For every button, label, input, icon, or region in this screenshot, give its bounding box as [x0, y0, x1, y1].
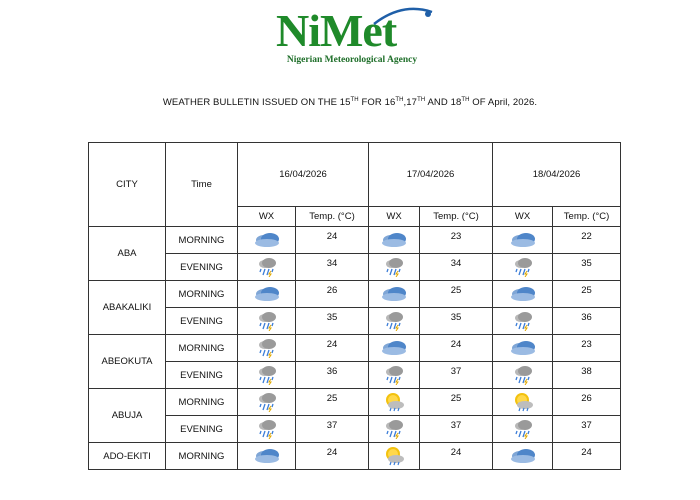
- header-date-2: 17/04/2026: [369, 143, 493, 207]
- temp-cell: 25: [553, 281, 621, 308]
- time-cell: MORNING: [166, 335, 238, 362]
- cloudy-icon: [238, 227, 296, 254]
- temp-cell: 24: [420, 443, 493, 470]
- logo-tagline: Nigerian Meteorological Agency: [286, 55, 418, 65]
- logo-wordmark: NiMet: [276, 5, 397, 56]
- temp-cell: 24: [420, 335, 493, 362]
- cloudy-icon: [238, 281, 296, 308]
- temp-cell: 22: [553, 227, 621, 254]
- rain-icon: [369, 254, 420, 281]
- table-row: [89, 362, 621, 389]
- temp-cell: 38: [553, 362, 621, 389]
- time-cell: EVENING: [166, 308, 238, 335]
- cloudy-icon: [238, 443, 296, 470]
- temp-cell: 37: [420, 362, 493, 389]
- temp-cell: 26: [296, 281, 369, 308]
- city-cell: ABEOKUTA: [89, 335, 166, 389]
- temp-cell: 34: [296, 254, 369, 281]
- cloudy-icon: [493, 281, 553, 308]
- sun-cloud-rain-icon: [369, 443, 420, 470]
- table-row: [89, 335, 621, 362]
- forecast-rows: [89, 227, 621, 470]
- header-wx: WX: [238, 207, 296, 227]
- temp-cell: 25: [420, 281, 493, 308]
- rain-icon: [238, 389, 296, 416]
- forecast-table: [88, 142, 621, 470]
- temp-cell: 35: [553, 254, 621, 281]
- header-wx: WX: [493, 207, 553, 227]
- bulletin-title: WEATHER BULLETIN ISSUED ON THE 15TH FOR 16TH,17TH AND 18TH OF April, 2026.: [162, 97, 538, 108]
- header-time: Time: [166, 143, 238, 227]
- cloudy-icon: [369, 227, 420, 254]
- time-cell: MORNING: [166, 389, 238, 416]
- table-row: [89, 254, 621, 281]
- header-temp: Temp. (°C): [553, 207, 621, 227]
- temp-cell: 26: [553, 389, 621, 416]
- table-row: [89, 281, 621, 308]
- city-cell: ABUJA: [89, 389, 166, 443]
- header-temp: Temp. (°C): [296, 207, 369, 227]
- logo-swoosh-icon: [372, 6, 436, 28]
- temp-cell: 36: [553, 308, 621, 335]
- temp-cell: 25: [296, 389, 369, 416]
- cloudy-icon: [493, 443, 553, 470]
- time-cell: EVENING: [166, 362, 238, 389]
- rain-icon: [369, 416, 420, 443]
- temp-cell: 24: [296, 227, 369, 254]
- rain-icon: [493, 416, 553, 443]
- city-cell: ABAKALIKI: [89, 281, 166, 335]
- temp-cell: 25: [420, 389, 493, 416]
- time-cell: EVENING: [166, 416, 238, 443]
- temp-cell: 35: [420, 308, 493, 335]
- nimet-logo: [272, 6, 432, 66]
- header-date-3: 18/04/2026: [493, 143, 621, 207]
- rain-icon: [493, 362, 553, 389]
- header-wx: WX: [369, 207, 420, 227]
- header-city: CITY: [89, 143, 166, 227]
- table-row: [89, 389, 621, 416]
- time-cell: MORNING: [166, 443, 238, 470]
- time-cell: MORNING: [166, 227, 238, 254]
- temp-cell: 35: [296, 308, 369, 335]
- rain-icon: [369, 362, 420, 389]
- temp-cell: 34: [420, 254, 493, 281]
- temp-cell: 24: [296, 335, 369, 362]
- city-cell: ABA: [89, 227, 166, 281]
- cloudy-icon: [369, 335, 420, 362]
- temp-cell: 37: [296, 416, 369, 443]
- rain-icon: [238, 335, 296, 362]
- rain-icon: [493, 308, 553, 335]
- temp-cell: 37: [553, 416, 621, 443]
- header-temp: Temp. (°C): [420, 207, 493, 227]
- temp-cell: 24: [553, 443, 621, 470]
- table-row: [89, 443, 621, 470]
- time-cell: EVENING: [166, 254, 238, 281]
- temp-cell: 23: [420, 227, 493, 254]
- temp-cell: 24: [296, 443, 369, 470]
- table-row: [89, 227, 621, 254]
- rain-icon: [493, 254, 553, 281]
- rain-icon: [369, 308, 420, 335]
- city-cell: ADO-EKITI: [89, 443, 166, 470]
- cloudy-icon: [493, 227, 553, 254]
- cloudy-icon: [369, 281, 420, 308]
- sun-cloud-rain-icon: [369, 389, 420, 416]
- sun-cloud-rain-icon: [493, 389, 553, 416]
- temp-cell: 23: [553, 335, 621, 362]
- time-cell: MORNING: [166, 281, 238, 308]
- rain-icon: [238, 308, 296, 335]
- rain-icon: [238, 362, 296, 389]
- temp-cell: 36: [296, 362, 369, 389]
- header-date-1: 16/04/2026: [238, 143, 369, 207]
- cloudy-icon: [493, 335, 553, 362]
- temp-cell: 37: [420, 416, 493, 443]
- rain-icon: [238, 254, 296, 281]
- rain-icon: [238, 416, 296, 443]
- table-row: [89, 308, 621, 335]
- table-row: [89, 416, 621, 443]
